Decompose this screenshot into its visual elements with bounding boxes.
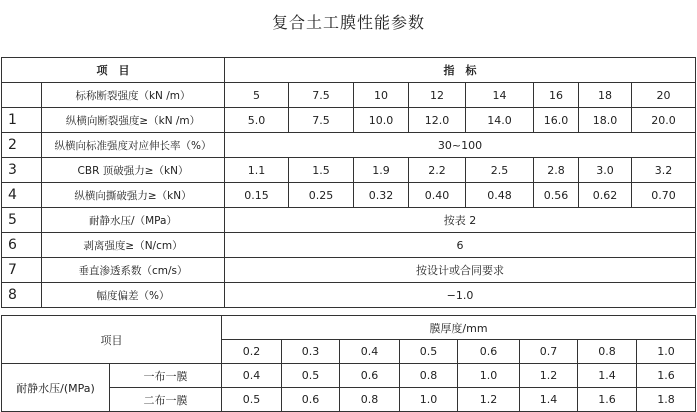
cell: 10.0: [354, 108, 409, 133]
row-label: 耐静水压/（MPa）: [42, 208, 225, 233]
cell: 0.7: [520, 340, 578, 364]
cell: 0.62: [579, 183, 632, 208]
row-label: 纵横向断裂强度≥（kN /m）: [42, 108, 225, 133]
row-number: 7: [2, 258, 42, 283]
header-thickness: 膜厚度/mm: [222, 316, 696, 340]
header-item: 项 目: [2, 58, 225, 83]
cell: 0.15: [225, 183, 289, 208]
row-label: 二布一膜: [110, 388, 222, 412]
cell: 14.0: [466, 108, 534, 133]
nominal-row: [2, 83, 696, 108]
cell: 14: [466, 83, 534, 108]
cell: 1.4: [520, 388, 578, 412]
cell: 1.0: [637, 340, 696, 364]
cell: 1.6: [578, 388, 637, 412]
table-row: [2, 108, 696, 133]
cell: 20: [632, 83, 696, 108]
row-label: 垂直渗透系数（cm/s）: [42, 258, 225, 283]
table-row: [2, 133, 696, 158]
cell: 0.5: [400, 340, 458, 364]
cell: 7.5: [289, 108, 354, 133]
row-label: CBR 顶破强力≥（kN）: [42, 158, 225, 183]
table-row: [2, 258, 696, 283]
row-label: 纵横向标准强度对应伸长率（%）: [42, 133, 225, 158]
cell: 12: [409, 83, 466, 108]
hydrostatic-pressure-table: [1, 315, 696, 412]
row-number: 6: [2, 233, 42, 258]
row-label: 纵横向撕破强力≥（kN）: [42, 183, 225, 208]
cell: 0.5: [282, 364, 340, 388]
cell: 0.70: [632, 183, 696, 208]
cell: 2.8: [534, 158, 579, 183]
cell: 7.5: [289, 83, 354, 108]
row-number: [2, 83, 42, 108]
header-row: [2, 316, 696, 340]
cell: 1.6: [637, 364, 696, 388]
group-label: 耐静水压/(MPa): [2, 364, 110, 412]
merged-cell: 30~100: [225, 133, 696, 158]
table-row: [2, 208, 696, 233]
cell: 5: [225, 83, 289, 108]
cell: 0.4: [222, 364, 282, 388]
cell: 1.0: [458, 364, 520, 388]
cell: 0.6: [282, 388, 340, 412]
cell: 1.9: [354, 158, 409, 183]
cell: 0.2: [222, 340, 282, 364]
cell: 0.32: [354, 183, 409, 208]
cell: 0.5: [222, 388, 282, 412]
table-row: [2, 183, 696, 208]
cell: 1.8: [637, 388, 696, 412]
merged-cell: 按表 2: [225, 208, 696, 233]
cell: 20.0: [632, 108, 696, 133]
table-row: [2, 233, 696, 258]
cell: 1.2: [520, 364, 578, 388]
cell: 3.0: [579, 158, 632, 183]
cell: 0.6: [340, 364, 400, 388]
cell: 1.0: [400, 388, 458, 412]
row-number: 8: [2, 283, 42, 308]
cell: 18.0: [579, 108, 632, 133]
cell: 1.4: [578, 364, 637, 388]
cell: 0.48: [466, 183, 534, 208]
cell: 10: [354, 83, 409, 108]
cell: 0.3: [282, 340, 340, 364]
row-label: 剥离强度≥（N/cm）: [42, 233, 225, 258]
cell: 0.25: [289, 183, 354, 208]
table-row: [2, 158, 696, 183]
cell: 3.2: [632, 158, 696, 183]
cell: 0.4: [340, 340, 400, 364]
merged-cell: 6: [225, 233, 696, 258]
cell: 16: [534, 83, 579, 108]
cell: 12.0: [409, 108, 466, 133]
row-label: 标称断裂强度（kN /m）: [42, 83, 225, 108]
row-number: 5: [2, 208, 42, 233]
cell: 16.0: [534, 108, 579, 133]
row-number: 2: [2, 133, 42, 158]
cell: 0.8: [340, 388, 400, 412]
cell: 2.5: [466, 158, 534, 183]
row-number: 4: [2, 183, 42, 208]
page-title: 复合土工膜性能参数: [271, 13, 425, 32]
cell: 2.2: [409, 158, 466, 183]
row-number: 3: [2, 158, 42, 183]
cell: 0.8: [578, 340, 637, 364]
header-item: 项目: [2, 316, 222, 364]
cell: 1.2: [458, 388, 520, 412]
table-row: [2, 283, 696, 308]
table-row: [2, 364, 696, 388]
cell: 1.1: [225, 158, 289, 183]
cell: 18: [579, 83, 632, 108]
row-label: 一布一膜: [110, 364, 222, 388]
header-row: [2, 58, 696, 83]
row-number: 1: [2, 108, 42, 133]
merged-cell: 按设计或合同要求: [225, 258, 696, 283]
performance-table: [1, 57, 696, 308]
cell: 0.6: [458, 340, 520, 364]
cell: 0.8: [400, 364, 458, 388]
cell: 0.56: [534, 183, 579, 208]
cell: 5.0: [225, 108, 289, 133]
header-index: 指 标: [225, 58, 696, 83]
cell: 1.5: [289, 158, 354, 183]
merged-cell: −1.0: [225, 283, 696, 308]
cell: 0.40: [409, 183, 466, 208]
row-label: 幅度偏差（%）: [42, 283, 225, 308]
